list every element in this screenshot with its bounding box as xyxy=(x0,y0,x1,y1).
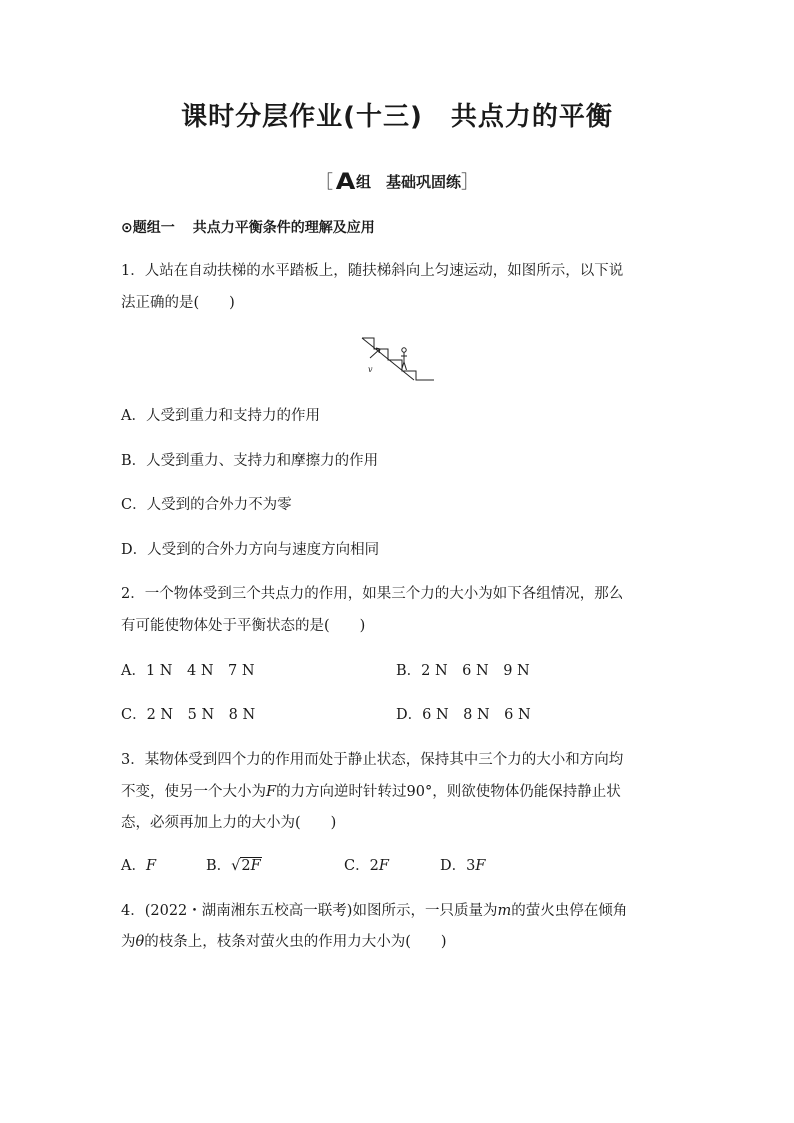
option-label: B． xyxy=(206,858,232,874)
option-label: C．2 xyxy=(344,858,379,874)
sqrt-icon: √ xyxy=(231,858,241,874)
question-2-option-d[interactable]: D．6 N 8 N 6 N xyxy=(396,707,531,723)
velocity-label: v xyxy=(368,365,373,374)
question-1-stem-end: 法正确的是( xyxy=(121,295,200,311)
target-icon: ⊙ xyxy=(121,220,133,236)
question-3-option-a[interactable] xyxy=(121,851,156,881)
variable-f: F xyxy=(475,858,486,874)
bracket-close: ］ xyxy=(461,172,480,193)
question-1-option-c[interactable]: C．人受到的合外力不为零 xyxy=(121,497,292,513)
bracket-open: ［ xyxy=(314,172,333,193)
sqrt-radicand xyxy=(240,857,261,874)
radicand-value: 2 xyxy=(241,858,251,874)
group-header xyxy=(0,168,794,194)
section-topic: 共点力平衡条件的理解及应用 xyxy=(192,220,375,236)
group-badge: A xyxy=(335,170,356,195)
title-main: 课时分层作业(十三) xyxy=(181,102,423,132)
section-header xyxy=(121,217,375,237)
question-1-option-b[interactable]: B．人受到重力、支持力和摩擦力的作用 xyxy=(121,453,379,469)
question-1-option-d[interactable]: D．人受到的合外力方向与速度方向相同 xyxy=(121,542,380,558)
answer-paren-close: ) xyxy=(229,295,235,311)
variable-m: m xyxy=(497,903,512,919)
question-3-line-2 xyxy=(121,777,621,807)
question-2-option-c[interactable]: C．2 N 5 N 8 N xyxy=(121,707,256,723)
question-1-option-a[interactable]: A．人受到重力和支持力的作用 xyxy=(121,408,320,424)
velocity-arrow xyxy=(370,349,380,358)
question-3-option-c[interactable] xyxy=(344,851,389,881)
question-3-line-3 xyxy=(121,808,336,838)
escalator-steps xyxy=(362,338,434,380)
group-label: 组 基础巩固练 xyxy=(356,173,462,191)
variable-f: F xyxy=(378,858,389,874)
question-4-text-c: 为 xyxy=(121,934,136,950)
section-label: 题组一 xyxy=(132,220,175,236)
question-2-line-1: 2．一个物体受到三个共点力的作用，如果三个力的大小为如下各组情况，那么 xyxy=(121,586,624,602)
question-1-line-1: 1．人站在自动扶梯的水平踏板上，随扶梯斜向上匀速运动，如图所示，以下说 xyxy=(121,263,624,279)
question-2-option-b[interactable]: B．2 N 6 N 9 N xyxy=(396,663,530,679)
question-3-line-1: 3．某物体受到四个力的作用而处于静止状态，保持其中三个力的大小和方向均 xyxy=(121,752,624,768)
question-2-line-2 xyxy=(121,611,365,641)
question-3-text-a: 不变，使另一个大小为 xyxy=(121,784,266,800)
person-leg-right xyxy=(404,362,407,370)
question-3-option-d[interactable] xyxy=(440,851,485,881)
question-2-stem-end: 有可能使物体处于平衡状态的是( xyxy=(121,618,330,634)
person-head xyxy=(402,348,406,352)
variable-f: F xyxy=(266,784,277,800)
option-label: A． xyxy=(121,858,146,874)
question-3-text-b: 的力方向逆时针转过90°，则欲使物体仍能保持静止状 xyxy=(276,784,621,800)
question-4-text-b: 的萤火虫停在倾角 xyxy=(511,903,628,919)
title-topic: 共点力的平衡 xyxy=(450,102,613,132)
answer-paren-close: ) xyxy=(359,618,366,634)
page-title xyxy=(0,96,794,133)
answer-paren-close: ) xyxy=(330,815,337,831)
escalator-figure xyxy=(356,332,438,384)
variable-f: F xyxy=(250,858,261,874)
variable-theta: θ xyxy=(135,934,145,950)
question-4-line-2 xyxy=(121,927,447,957)
answer-paren-close: ) xyxy=(440,934,447,950)
question-3-option-b[interactable] xyxy=(206,851,262,881)
question-2-option-a[interactable]: A．1 N 4 N 7 N xyxy=(121,663,255,679)
option-label: D．3 xyxy=(440,858,476,874)
question-3-stem-end: 态，必须再加上力的大小为( xyxy=(121,815,301,831)
question-4-line-1 xyxy=(121,896,627,926)
question-4-text-a: 4．(2022・湖南湘东五校高一联考)如图所示，一只质量为 xyxy=(121,903,498,919)
variable-f: F xyxy=(145,858,157,874)
question-1-line-2 xyxy=(121,288,235,318)
question-4-stem-end: 的枝条上，枝条对萤火虫的作用力大小为( xyxy=(144,934,411,950)
